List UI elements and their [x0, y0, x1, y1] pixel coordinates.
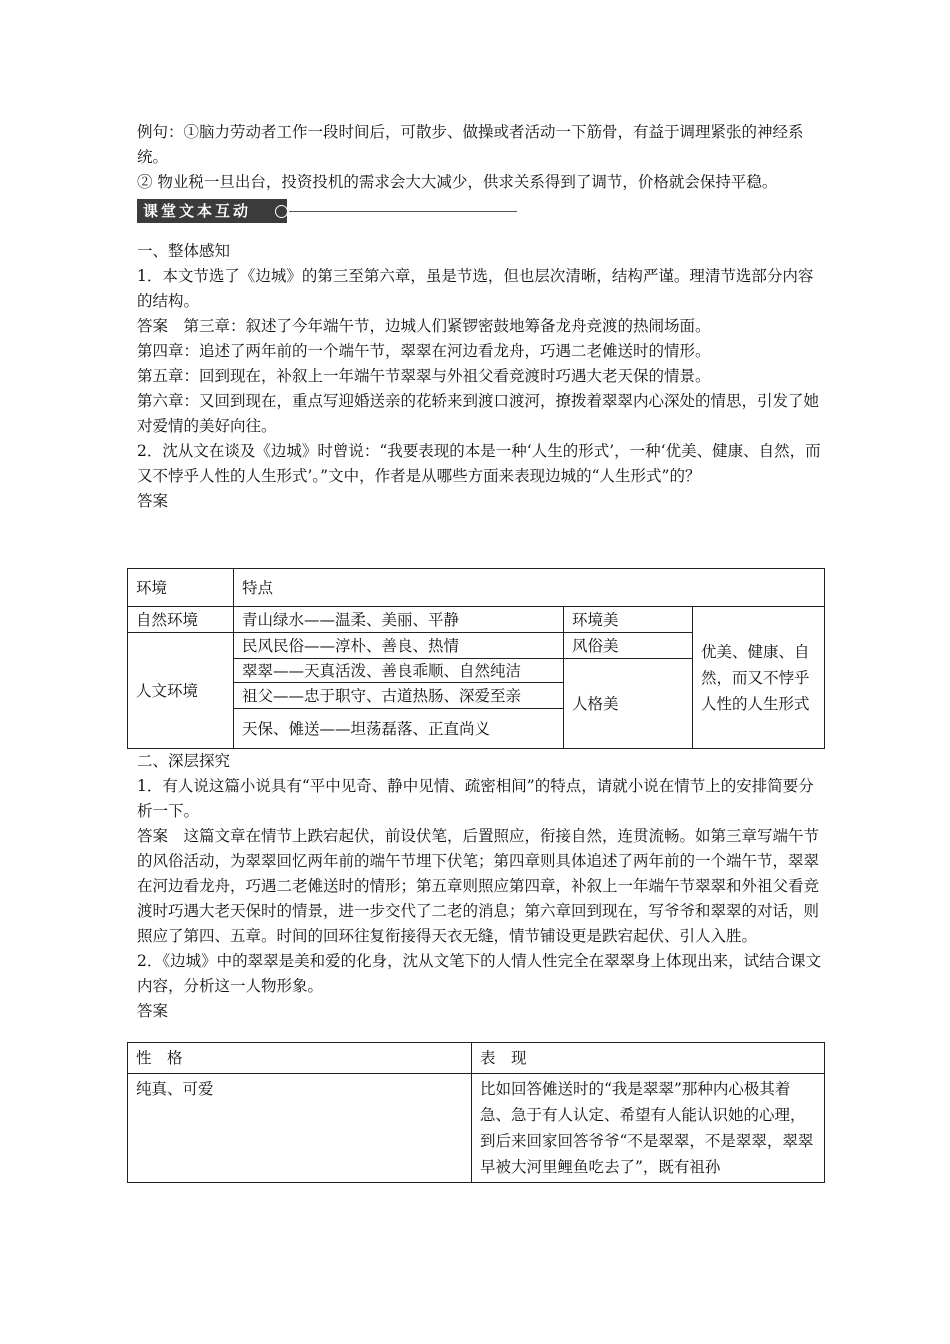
life-form-summary: 优美、健康、自然，而又不悖乎人性的人生形式: [693, 607, 825, 749]
cuicui-desc: 翠翠——天真活泼、善良乖顺、自然纯洁: [234, 659, 564, 683]
example-sentence-1: 例句：①脑力劳动者工作一段时间后，可散步、做操或者活动一下筋骨，有益于调理紧张的神经系统。: [137, 123, 804, 166]
section1-answer-ch6: 第六章：又回到现在，重点写迎婚送亲的花轿来到渡口渡河，撩拨着翠翠内心深处的情思，引发了她对爱情的美好向往。: [137, 392, 820, 435]
document-page: [137, 120, 827, 1183]
grandpa-desc: 祖父——忠于职守、古道热肠、深爱至亲: [234, 683, 564, 709]
env-header: 环境: [128, 569, 234, 607]
section1-answer-ch3: 答案 第三章：叙述了今年端午节，边城人们紧锣密鼓地筹备龙舟竞渡的热闹场面。: [137, 317, 711, 335]
banner-dot-icon: [275, 205, 288, 218]
expression-cell: 比如回答傩送时的“我是翠翠”那种内心极其着急、急于有人认定、希望有人能认识她的心理，到后来回家回答爷爷“不是翠翠，不是翠翠，翠翠早被大河里鲤鱼吃去了”，既有祖孙: [472, 1074, 825, 1183]
section2-heading: 二、深层探究: [137, 752, 231, 770]
natural-env-desc: 青山绿水——温柔、美丽、平静: [234, 607, 564, 633]
trait-cell: 纯真、可爱: [128, 1074, 472, 1183]
section2-answer-2-label: 答案: [137, 1002, 169, 1020]
section1-question-1: 1．本文节选了《边城》的第三至第六章，虽是节选，但也层次清晰，结构严谨。理清节选部分内容的结构。: [137, 267, 814, 310]
section2-answer-1: 答案 这篇文章在情节上跌宕起伏，前设伏笔，后置照应，衔接自然，连贯流畅。如第三章写端午节的风俗活动，为翠翠回忆两年前的端午节埋下伏笔；第四章则具体追述了两年前的一个端午节，翠翠在河边看龙舟，巧遇二老傩送时的情形；第五章则照应第四章，补叙上一年端午节翠翠和外祖父看竞渡时巧遇大老天保时的情景，进一步交代了二老的消息；第六章回到现在，写爷爷和翠翠的对话，则照应了第四、五章。时间的回环往复衔接得天衣无缝，情节铺设更是跌宕起伏、引人入胜。: [137, 827, 820, 945]
banner-label: 课堂文本互动: [137, 199, 287, 223]
feature-header: 特点: [234, 569, 825, 607]
section1-answer-ch4: 第四章：追述了两年前的一个端午节，翠翠在河边看龙舟，巧遇二老傩送时的情形。: [137, 342, 711, 360]
custom-desc: 民风民俗——淳朴、善良、热情: [234, 633, 564, 659]
section2-question-2: 2．《边城》中的翠翠是美和爱的化身，沈从文笔下的人情人性完全在翠翠身上体现出来，试结合课文内容，分析这一人物形象。: [137, 952, 822, 995]
section1-answer-ch5: 第五章：回到现在，补叙上一年端午节翠翠与外祖父看竞渡时巧遇大老天保的情景。: [137, 367, 711, 385]
natural-env-beauty: 环境美: [564, 607, 693, 633]
person-beauty: 人格美: [564, 659, 693, 749]
environment-table: [127, 568, 825, 749]
banner-rule: [289, 211, 517, 212]
section-banner: [137, 199, 827, 225]
character-table: [127, 1042, 825, 1183]
human-env-cell: 人文环境: [128, 633, 234, 749]
trait-header: 性 格: [128, 1043, 472, 1074]
example-sentence-2: ② 物业税一旦出台，投资投机的需求会大大减少，供求关系得到了调节，价格就会保持平稳。: [137, 173, 778, 191]
expression-header: 表 现: [472, 1043, 825, 1074]
custom-beauty: 风俗美: [564, 633, 693, 659]
brothers-desc: 天保、傩送——坦荡磊落、正直尚义: [234, 709, 564, 749]
section1-question-2: 2．沈从文在谈及《边城》时曾说：“我要表现的本是一种‘人生的形式’，一种‘优美、健康、自然，而又不悖乎人性的人生形式’。”文中，作者是从哪些方面来表现边城的“人生形式”的？: [137, 442, 821, 485]
section1-heading: 一、整体感知: [137, 242, 231, 260]
section2-question-1: 1．有人说这篇小说具有“平中见奇、静中见情、疏密相间”的特点，请就小说在情节上的安排简要分析一下。: [137, 777, 814, 820]
natural-env-cell: 自然环境: [128, 607, 234, 633]
section1-answer-2-label: 答案: [137, 492, 169, 510]
